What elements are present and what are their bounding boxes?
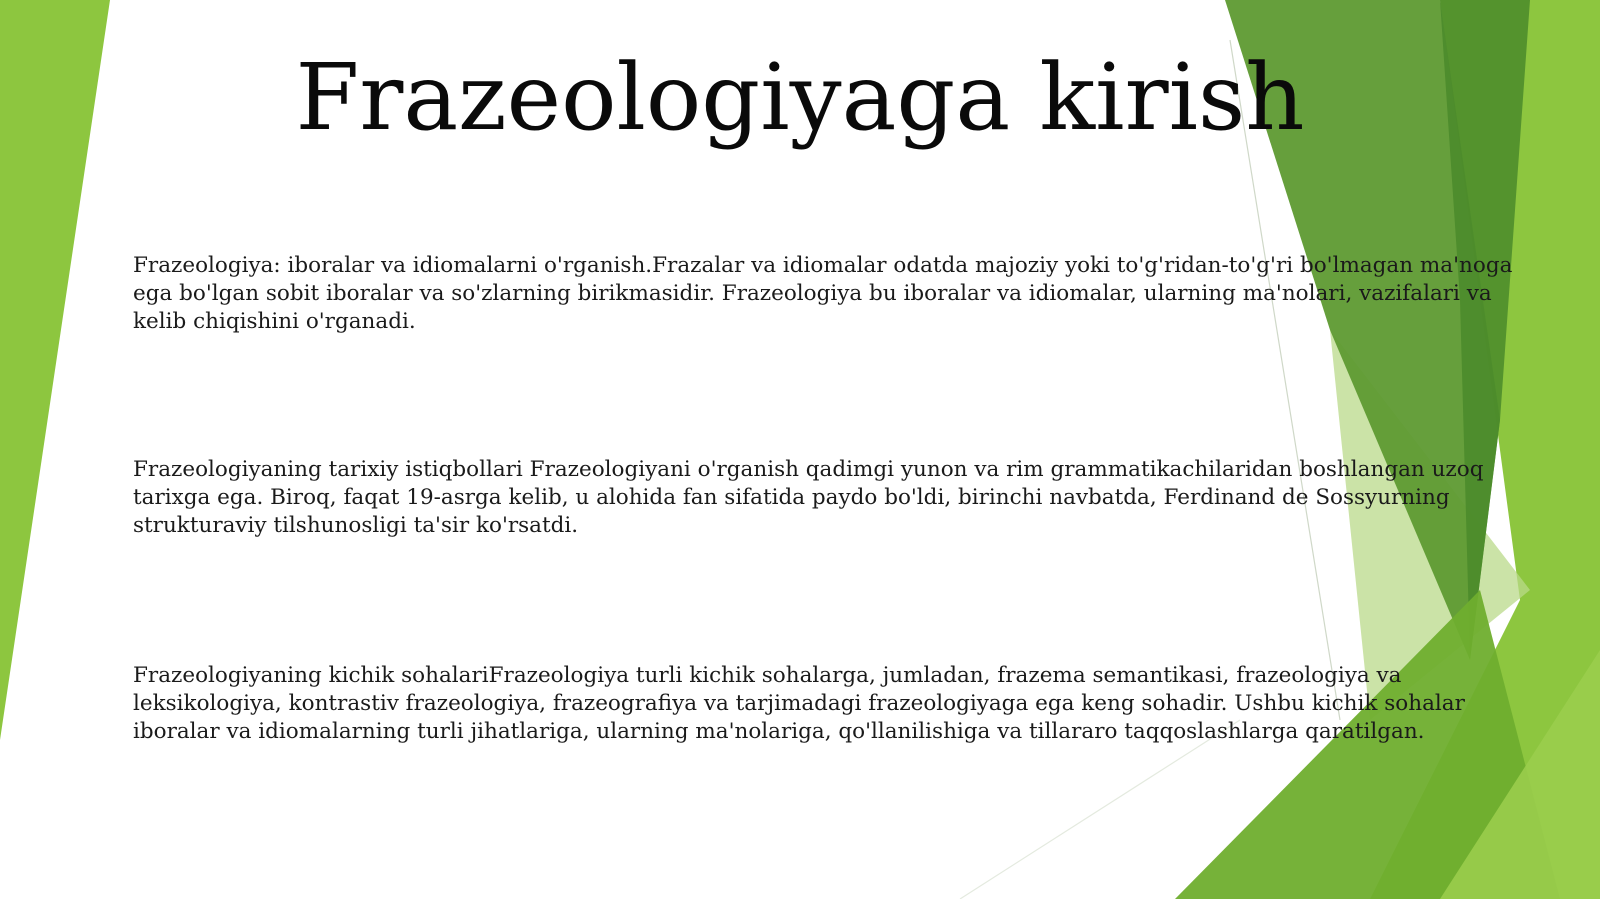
paragraph-intro: Frazeologiya: iboralar va idiomalarni o'rganish.Frazalar va idiomalar odatda majoziy yoki to'g'ridan-to'g'ri bo'lmagan ma'noga ega bo'lgan sobit iboralar va so'zlarning birikmasidir. Frazeologiya bu iboralar va idiomalar, ularning ma'nolari, vazifalari va kelib chiqishini o'rganadi. <box>133 253 1513 334</box>
paragraph-subfields: Frazeologiyaning kichik sohalariFrazeologiya turli kichik sohalarga, jumladan, frazema semantikasi, frazeologiya va leksikologiya, kontrastiv frazeologiya, frazeografiya va tarjimadagi frazeologiyaga ega keng sohadir. Ushbu kichik sohalar iboralar va idiomalarning turli jihatlariga, ularning ma'nolariga, qo'llanilishiga va tillararo taqqoslashlarga qaratilgan. <box>133 663 1465 744</box>
thin-line-2 <box>960 720 1240 899</box>
slide-title: Frazeologiyaga kirish <box>295 44 1305 151</box>
paragraph-history: Frazeologiyaning tarixiy istiqbollari Frazeologiyani o'rganish qadimgi yunon va rim grammatikachilaridan boshlangan uzoq tarixga ega. Biroq, faqat 19-asrga kelib, u alohida fan sifatida paydo bo'ldi, birinchi navbatda, Ferdinand de Sossyurning strukturaviy tilshunosligi ta'sir ko'rsatdi. <box>133 457 1484 538</box>
